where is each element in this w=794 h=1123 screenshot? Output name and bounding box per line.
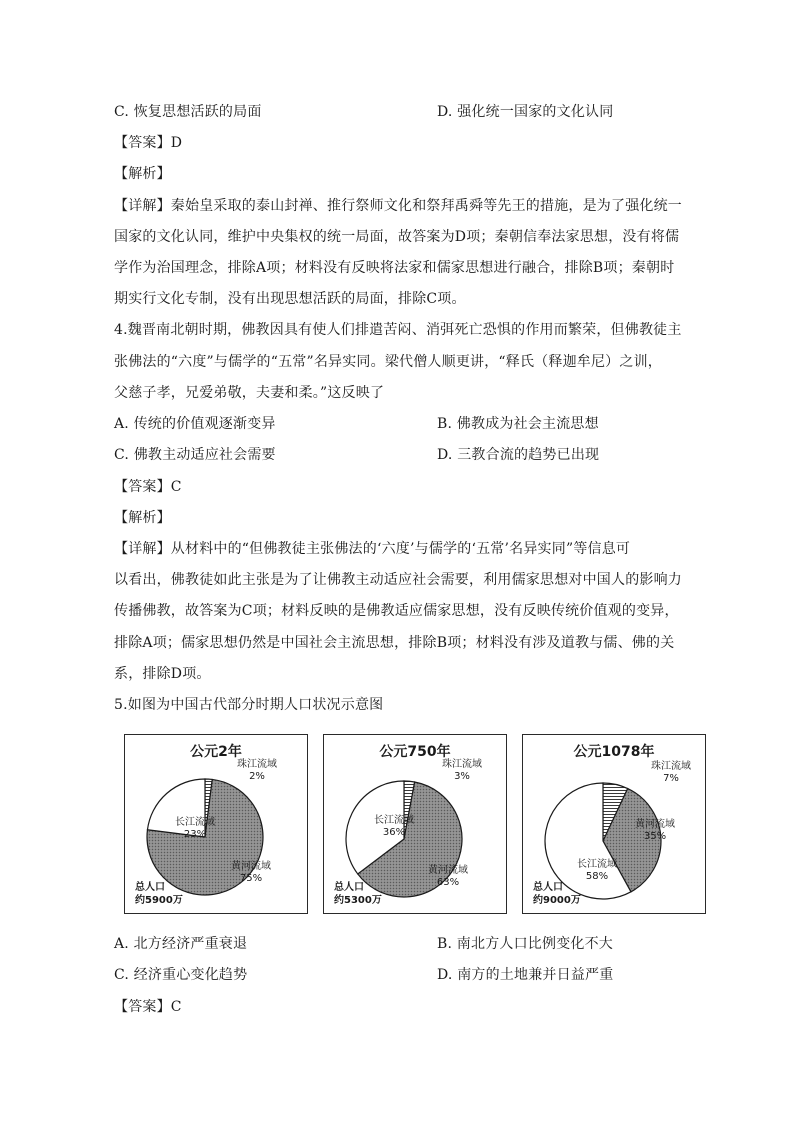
q5-option-a: A. 北方经济严重衰退 bbox=[114, 936, 248, 952]
q5-stem: 5.如图为中国古代部分时期人口状况示意图 bbox=[114, 697, 384, 713]
q3-option-c: C. 恢复思想活跃的局面 bbox=[114, 104, 262, 120]
pie-label-zhujiang: 珠江流域 2% bbox=[237, 759, 277, 782]
q4-option-d: D. 三教合流的趋势已出现 bbox=[437, 447, 600, 463]
pie-chart-title: 公元1078年 bbox=[573, 744, 655, 760]
q5-answer: 【答案】C bbox=[114, 999, 182, 1015]
q4-stem-line: 父慈子孝，兄爱弟敬，夫妻和柔。”这反映了 bbox=[114, 385, 385, 401]
q4-analysis-label: 【解析】 bbox=[114, 510, 171, 526]
q3-answer: 【答案】D bbox=[114, 135, 183, 151]
q5-option-c: C. 经济重心变化趋势 bbox=[114, 967, 248, 983]
q4-detail-line: 系，排除D项。 bbox=[114, 666, 211, 682]
pie-label-changjiang: 长江流域 58% bbox=[577, 859, 617, 882]
q5-option-d: D. 南方的土地兼并日益严重 bbox=[437, 967, 614, 983]
pie-total: 总人口 约9000万 bbox=[533, 882, 581, 906]
pie-label-zhujiang: 珠江流域 3% bbox=[442, 759, 482, 782]
pie-label-changjiang: 长江流域 23% bbox=[175, 817, 215, 840]
pie-chart-year-750 bbox=[323, 734, 507, 914]
pie-chart-year-1078 bbox=[522, 734, 706, 914]
pie-label-huanghe: 黄河流域 75% bbox=[231, 861, 271, 884]
pie-total: 总人口 约5300万 bbox=[334, 882, 382, 906]
q3-detail-line: 期实行文化专制，没有出现思想活跃的局面，排除C项。 bbox=[114, 291, 466, 307]
q4-stem-line: 张佛法的“六度”与儒学的“五常”名异实同。梁代僧人顺更讲，“释氏（释迦牟尼）之训， bbox=[114, 354, 662, 370]
q5-option-b: B. 南北方人口比例变化不大 bbox=[437, 936, 613, 952]
q3-detail-line: 学作为治国理念，排除A项；材料没有反映将法家和儒家思想进行融合，排除B项；秦朝时 bbox=[114, 260, 675, 276]
pie-label-huanghe: 黄河流域 35% bbox=[635, 819, 675, 842]
q4-option-c: C. 佛教主动适应社会需要 bbox=[114, 447, 276, 463]
pie-label-huanghe: 黄河流域 63% bbox=[428, 865, 468, 888]
q4-stem-line: 4.魏晋南北朝时期，佛教因具有使人们排遣苦闷、消弭死亡恐惧的作用而繁荣，但佛教徒主 bbox=[114, 322, 682, 338]
pie-chart-year-2 bbox=[124, 734, 308, 914]
q4-detail-line: 传播佛教，故答案为C项；材料反映的是佛教适应儒家思想，没有反映传统价值观的变异， bbox=[114, 603, 679, 619]
q4-detail-line: 排除A项；儒家思想仍然是中国社会主流思想，排除B项；材料没有涉及道教与儒、佛的关 bbox=[114, 635, 675, 651]
pie-label-changjiang: 长江流域 36% bbox=[374, 815, 414, 838]
q4-option-a: A. 传统的价值观逐渐变异 bbox=[114, 416, 276, 432]
population-pie-charts bbox=[124, 734, 708, 916]
q3-analysis-label: 【解析】 bbox=[114, 166, 171, 182]
q4-answer: 【答案】C bbox=[114, 479, 182, 495]
pie-label-zhujiang: 珠江流域 7% bbox=[651, 761, 691, 784]
q4-option-b: B. 佛教成为社会主流思想 bbox=[437, 416, 599, 432]
q3-option-d: D. 强化统一国家的文化认同 bbox=[437, 104, 614, 120]
pie-total: 总人口 约5900万 bbox=[135, 882, 183, 906]
pie-chart-title: 公元2年 bbox=[190, 744, 242, 760]
q4-detail-line: 【详解】从材料中的“但佛教徒主张佛法的‘六度’与儒学的‘五常’名异实同”等信息可 bbox=[114, 541, 631, 557]
q3-detail-line: 国家的文化认同，维护中央集权的统一局面，故答案为D项；秦朝信奉法家思想，没有将儒 bbox=[114, 229, 680, 245]
q3-detail-line: 【详解】秦始皇采取的泰山封禅、推行祭师文化和祭拜禹舜等先王的措施，是为了强化统一 bbox=[114, 198, 682, 214]
pie-chart-title: 公元750年 bbox=[379, 744, 451, 760]
q4-detail-line: 以看出，佛教徒如此主张是为了让佛教主动适应社会需要，利用儒家思想对中国人的影响力 bbox=[114, 572, 682, 588]
